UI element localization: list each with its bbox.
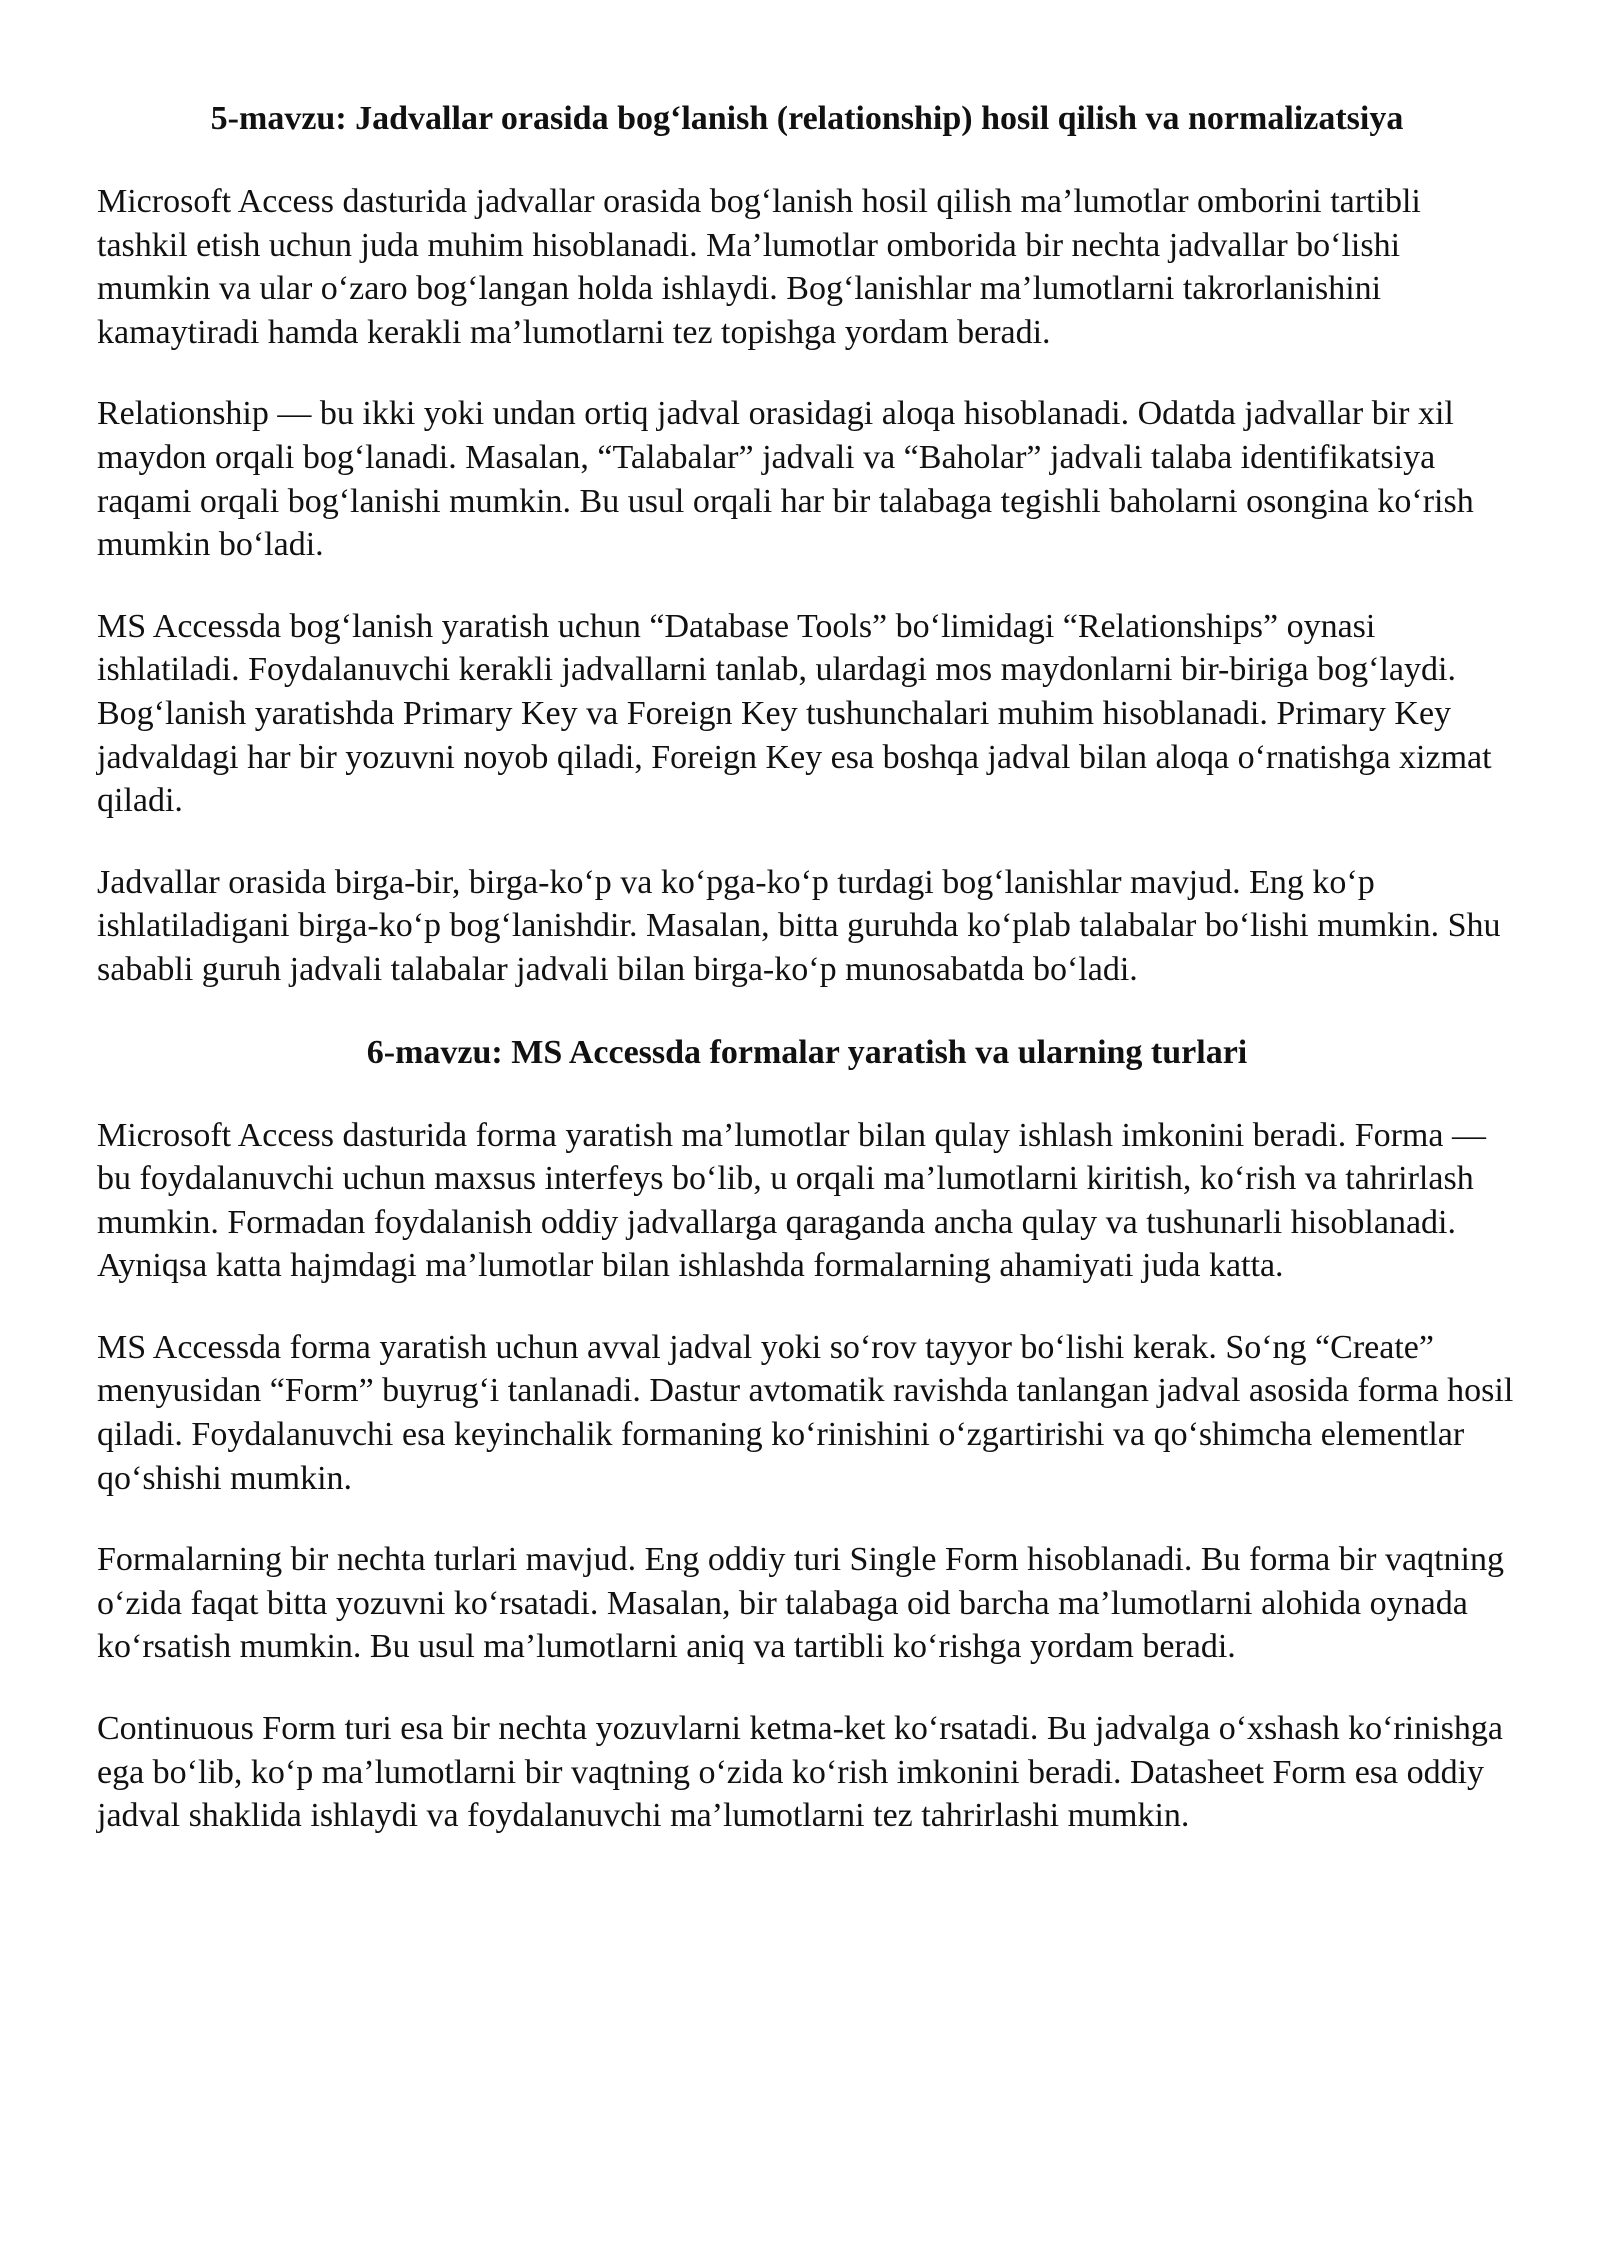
document-page <box>97 96 1517 1838</box>
paragraph-5-3: MS Accessda bog‘lanish yaratish uchun “Database Tools” bo‘limidagi “Relationships” oynasi ishlatiladi. Foydalanuvchi kerakli jadvallarni tanlab, ulardagi mos maydonlarni bir-biriga bog‘laydi. Bog‘lanish yaratishda Primary Key va Foreign Key tushunchalari muhim hisoblanadi. Primary Key jadvaldagi har bir yozuvni noyob qiladi, Foreign Key esa boshqa jadval bilan aloqa o‘rnatishga xizmat qiladi. <box>97 607 1492 820</box>
paragraph-6-4: Continuous Form turi esa bir nechta yozuvlarni ketma-ket ko‘rsatadi. Bu jadvalga o‘xshash ko‘rinishga ega bo‘lib, ko‘p ma’lumotlarni bir vaqtning o‘zida ko‘rish imkonini beradi. Datasheet Form esa oddiy jadval shaklida ishlaydi va foydalanuvchi ma’lumotlarni tez tahrirlashi mumkin. <box>97 1710 1503 1835</box>
section-heading-6: 6-mavzu: MS Accessda formalar yaratish va ularning turlari <box>366 1033 1248 1071</box>
paragraph-5-2: Relationship — bu ikki yoki undan ortiq jadval orasidagi aloqa hisoblanadi. Odatda jadvallar bir xil maydon orqali bog‘lanadi. Masalan, “Talabalar” jadvali va “Baholar” jadvali talaba identifikatsiya raqami orqali bog‘lanishi mumkin. Bu usul orqali har bir talabaga tegishli baholarni osongina ko‘rish mumkin bo‘ladi. <box>97 395 1474 564</box>
section-heading-5: 5-mavzu: Jadvallar orasida bog‘lanish (relationship) hosil qilish va normalizatsiya <box>210 100 1404 137</box>
paragraph-6-1: Microsoft Access dasturida forma yaratish ma’lumotlar bilan qulay ishlash imkonini beradi. Forma — bu foydalanuvchi uchun maxsus interfeys bo‘lib, u orqali ma’lumotlarni kiritish, ko‘rish va tahrirlash mumkin. Formadan foydalanish oddiy jadvallarga qaraganda ancha qulay va tushunarli hisoblanadi. Ayniqsa katta hajmdagi ma’lumotlar bilan ishlashda formalarning ahamiyati juda katta. <box>97 1116 1486 1285</box>
paragraph-5-1: Microsoft Access dasturida jadvallar orasida bog‘lanish hosil qilish ma’lumotlar omborini tartibli tashkil etish uchun juda muhim hisoblanadi. Ma’lumotlar omborida bir nechta jadvallar bo‘lishi mumkin va ular o‘zaro bog‘langan holda ishlaydi. Bog‘lanishlar ma’lumotlarni takrorlanishini kamaytiradi hamda kerakli ma’lumotlarni tez topishga yordam beradi. <box>97 183 1421 351</box>
paragraph-5-4: Jadvallar orasida birga-bir, birga-ko‘p va ko‘pga-ko‘p turdagi bog‘lanishlar mavjud. Eng ko‘p ishlatiladigani birga-ko‘p bog‘lanishdir. Masalan, bitta guruhda ko‘plab talabalar bo‘lishi mumkin. Shu sababli guruh jadvali talabalar jadvali bilan birga-ko‘p munosabatda bo‘ladi. <box>97 863 1501 988</box>
paragraph-6-2: MS Accessda forma yaratish uchun avval jadval yoki so‘rov tayyor bo‘lishi kerak. So‘ng “Create” menyusidan “Form” buyrug‘i tanlanadi. Dastur avtomatik ravishda tanlangan jadval asosida forma hosil qiladi. Foydalanuvchi esa keyinchalik formaning ko‘rinishini o‘zgartirishi va qo‘shimcha elementlar qo‘shishi mumkin. <box>97 1328 1514 1497</box>
paragraph-6-3: Formalarning bir nechta turlari mavjud. Eng oddiy turi Single Form hisoblanadi. Bu forma bir vaqtning o‘zida faqat bitta yozuvni ko‘rsatadi. Masalan, bir talabaga oid barcha ma’lumotlarni alohida oynada ko‘rsatish mumkin. Bu usul ma’lumotlarni aniq va tartibli ko‘rishga yordam beradi. <box>97 1541 1504 1666</box>
